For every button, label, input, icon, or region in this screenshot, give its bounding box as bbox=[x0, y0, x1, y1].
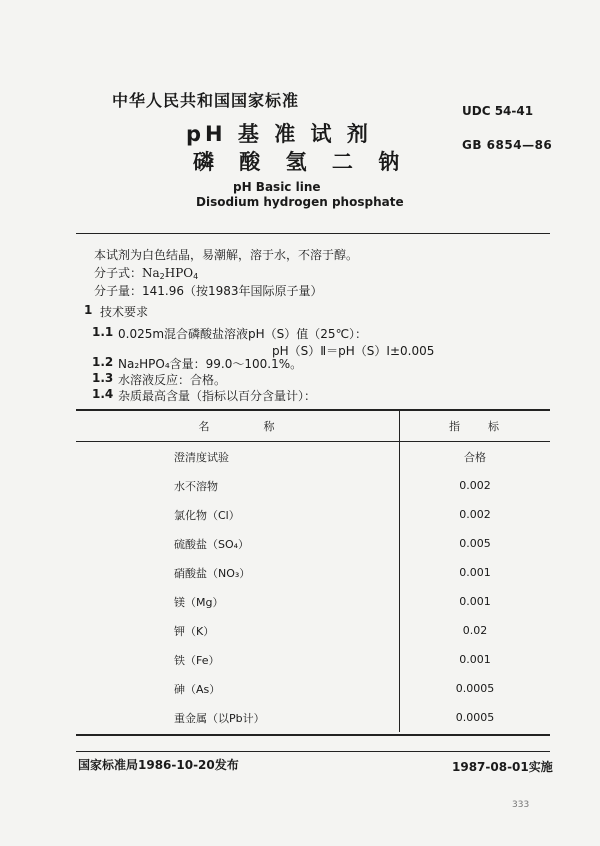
standard-org-title: 中华人民共和国国家标准 bbox=[112, 91, 300, 110]
table-row bbox=[76, 471, 550, 500]
approval-date: 国家标准局1986-10-20发布 bbox=[78, 758, 239, 772]
table-row bbox=[76, 616, 550, 645]
row-name: 镁（Mg） bbox=[174, 595, 224, 609]
row-value: 0.002 bbox=[400, 471, 551, 500]
table-row bbox=[76, 645, 550, 674]
row-name: 钾（K） bbox=[174, 624, 215, 638]
title-en-line2: Disodium hydrogen phosphate bbox=[196, 195, 404, 209]
row-name: 氯化物（Cl） bbox=[174, 508, 240, 522]
formula-sub1: 2 bbox=[159, 272, 165, 281]
table-row bbox=[76, 529, 550, 558]
footer-divider bbox=[76, 751, 550, 752]
table-row bbox=[76, 558, 550, 587]
table-row bbox=[76, 500, 550, 529]
row-value: 0.001 bbox=[400, 558, 551, 587]
formula-base: Na bbox=[142, 266, 160, 280]
item-1-3-number: 1.3 bbox=[92, 371, 114, 385]
gb-number: GB 6854—86 bbox=[462, 138, 553, 152]
col-header-value: 指 标 bbox=[400, 410, 551, 442]
row-name: 澄清度试验 bbox=[174, 450, 229, 464]
weight-label: 分子量： bbox=[94, 284, 143, 298]
row-value: 合格 bbox=[400, 442, 551, 472]
row-name: 水不溶物 bbox=[174, 479, 218, 493]
row-name: 铁（Fe） bbox=[174, 653, 220, 667]
weight-value: 141.96（按1983年国际原子量） bbox=[142, 284, 323, 298]
table-row bbox=[76, 703, 550, 732]
item-1-4-text: 杂质最高含量（指标以百分含量计）： bbox=[118, 389, 317, 403]
table-bottom-rule bbox=[76, 734, 550, 736]
formula-label: 分子式： bbox=[94, 266, 143, 280]
section-1-number: 1 bbox=[84, 303, 93, 317]
item-1-2-text: Na₂HPO₄含量：99.0～100.1%。 bbox=[118, 357, 303, 371]
item-1-3-text: 水溶液反应：合格。 bbox=[118, 373, 227, 387]
molecular-formula bbox=[94, 264, 198, 281]
row-value: 0.02 bbox=[400, 616, 551, 645]
row-value: 0.001 bbox=[400, 587, 551, 616]
item-1-2-number: 1.2 bbox=[92, 355, 114, 369]
table-header-row bbox=[76, 410, 550, 442]
impurity-table bbox=[76, 410, 550, 732]
table-row bbox=[76, 587, 550, 616]
title-cn-line1: pH 基 准 试 剂 bbox=[186, 122, 372, 146]
row-value: 0.005 bbox=[400, 529, 551, 558]
item-1-1-number: 1.1 bbox=[92, 325, 114, 339]
formula-mid: HPO bbox=[164, 266, 194, 280]
row-value: 0.0005 bbox=[400, 703, 551, 732]
item-1-4-number: 1.4 bbox=[92, 387, 114, 401]
title-en-line1: pH Basic line bbox=[233, 180, 321, 194]
row-name: 硝酸盐（NO₃） bbox=[174, 566, 251, 580]
formula-sub2: 4 bbox=[193, 272, 199, 281]
page-number: 333 bbox=[512, 800, 530, 810]
molecular-weight bbox=[94, 282, 323, 299]
description-text: 本试剂为白色结晶，易潮解，溶于水，不溶于醇。 bbox=[94, 248, 359, 262]
item-1-1-text: 0.025m混合磷酸盐溶液pH（S）值（25℃）： bbox=[118, 327, 368, 341]
row-name: 砷（As） bbox=[174, 682, 221, 696]
row-name: 重金属（以Pb计） bbox=[174, 711, 265, 725]
table-row bbox=[76, 674, 550, 703]
title-cn-line2: 磷 酸 氢 二 钠 bbox=[193, 150, 409, 174]
udc-code: UDC 54-41 bbox=[462, 104, 534, 118]
section-1-title: 技术要求 bbox=[100, 305, 149, 319]
header-divider bbox=[76, 233, 550, 234]
row-name: 硫酸盐（SO₄） bbox=[174, 537, 250, 551]
item-1-1-formula: pH（S）Ⅱ＝pH（S）Ⅰ±0.005 bbox=[272, 344, 435, 358]
row-value: 0.002 bbox=[400, 500, 551, 529]
row-value: 0.0005 bbox=[400, 674, 551, 703]
table-row bbox=[76, 442, 550, 472]
implementation-date: 1987-08-01实施 bbox=[452, 760, 553, 774]
row-value: 0.001 bbox=[400, 645, 551, 674]
col-header-name: 名 称 bbox=[76, 410, 400, 442]
